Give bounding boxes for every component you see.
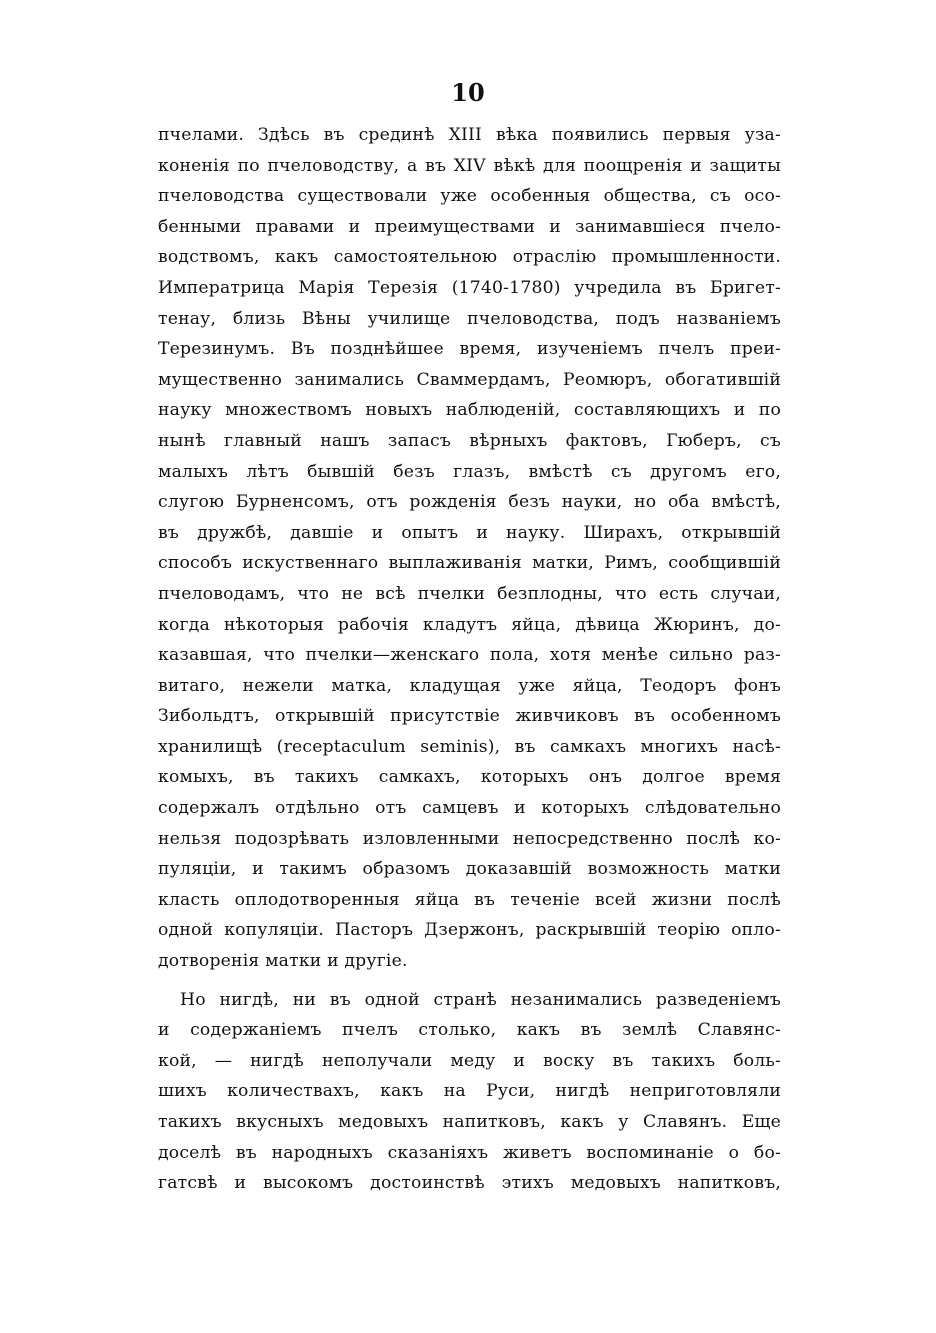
text-line: мущественно занимались Сваммердамъ, Реомюръ, обогатившій bbox=[158, 369, 781, 390]
paragraph-1 bbox=[158, 120, 781, 977]
text-line: нынѣ главный нашъ запасъ вѣрныхъ фактовъ, Гюберъ, съ bbox=[158, 430, 781, 451]
text-line: нельзя подозрѣвать изловленными непосредственно послѣ ко- bbox=[158, 828, 781, 849]
text-line: Но нигдѣ, ни въ одной странѣ незанимались разведеніемъ bbox=[180, 989, 781, 1010]
text-line: водствомъ, какъ самостоятельною отраслію промышленности. bbox=[158, 247, 781, 268]
text-line: одной копуляціи. Пасторъ Дзержонъ, раскрывшій теорію опло- bbox=[158, 920, 781, 941]
text-line: пчеловодамъ, что не всѣ пчелки безплодны, что есть случаи, bbox=[158, 583, 781, 604]
text-line: кой, — нигдѣ неполучали меду и воску въ такихъ боль- bbox=[158, 1050, 781, 1071]
text-line: дотворенія матки и другіе. bbox=[158, 951, 408, 972]
text-line: бенными правами и преимуществами и занимавшіеся пчело- bbox=[158, 216, 781, 237]
text-line: слугою Бурненсомъ, отъ рожденія безъ науки, но оба вмѣстѣ, bbox=[158, 492, 781, 513]
text-line: Императрица Марія Терезія (1740-1780) учредила въ Бригет- bbox=[158, 277, 781, 298]
text-line: когда нѣкоторыя рабочія кладутъ яйца, дѣвица Жюринъ, до- bbox=[158, 614, 781, 635]
text-line: доселѣ въ народныхъ сказаніяхъ живетъ воспоминаніе о бо- bbox=[158, 1142, 781, 1163]
text-line: науку множествомъ новыхъ наблюденій, составляющихъ и по bbox=[158, 400, 781, 421]
text-line: содержалъ отдѣльно отъ самцевъ и которыхъ слѣдовательно bbox=[158, 798, 781, 819]
text-line: гатсвѣ и высокомъ достоинствѣ этихъ медовыхъ напитковъ, bbox=[158, 1173, 781, 1194]
text-line: витаго, нежели матка, кладущая уже яйца, Теодоръ фонъ bbox=[158, 675, 781, 696]
text-line: способъ искуственнаго выплаживанія матки, Римъ, сообщившій bbox=[158, 553, 781, 574]
text-line: и содержаніемъ пчелъ столько, какъ въ землѣ Славянс- bbox=[158, 1020, 781, 1041]
text-line: пчеловодства существовали уже особенныя общества, съ осо- bbox=[158, 186, 781, 207]
text-line: шихъ количествахъ, какъ на Руси, нигдѣ неприготовляли bbox=[158, 1081, 781, 1102]
body-text bbox=[158, 120, 781, 1199]
paragraph-2 bbox=[158, 985, 781, 1199]
text-line: пуляціи, и такимъ образомъ доказавшій возможность матки bbox=[158, 859, 781, 880]
text-line: хранилищѣ (receptaculum seminis), въ самкахъ многихъ насѣ- bbox=[158, 736, 781, 757]
text-line: такихъ вкусныхъ медовыхъ напитковъ, какъ у Славянъ. Еще bbox=[158, 1112, 781, 1132]
text-line: класть оплодотворенныя яйца въ теченіе всей жизни послѣ bbox=[158, 889, 781, 910]
text-line: казавшая, что пчелки—женскаго пола, хотя менѣе сильно раз- bbox=[158, 645, 781, 666]
text-line: тенау, близь Вѣны училище пчеловодства, подъ названіемъ bbox=[158, 308, 781, 329]
text-line: въ дружбѣ, давшіе и опытъ и науку. Ширахъ, открывшій bbox=[158, 522, 781, 543]
text-line: Терезинумъ. Въ позднѣйшее время, изученіемъ пчелъ преи- bbox=[158, 339, 781, 360]
text-line: коненія по пчеловодству, а въ XIV вѣкѣ для поощренія и защиты bbox=[158, 155, 781, 176]
text-line: Зибольдтъ, открывшій присутствіе живчиковъ въ особенномъ bbox=[158, 706, 781, 727]
text-line: пчелами. Здѣсь въ срединѣ XIII вѣка появились первыя уза- bbox=[158, 125, 781, 145]
text-line: комыхъ, въ такихъ самкахъ, которыхъ онъ долгое время bbox=[158, 767, 781, 788]
page-number: 10 bbox=[451, 78, 485, 107]
text-line: малыхъ лѣтъ бывшій безъ глазъ, вмѣстѣ съ другомъ его, bbox=[158, 461, 781, 482]
